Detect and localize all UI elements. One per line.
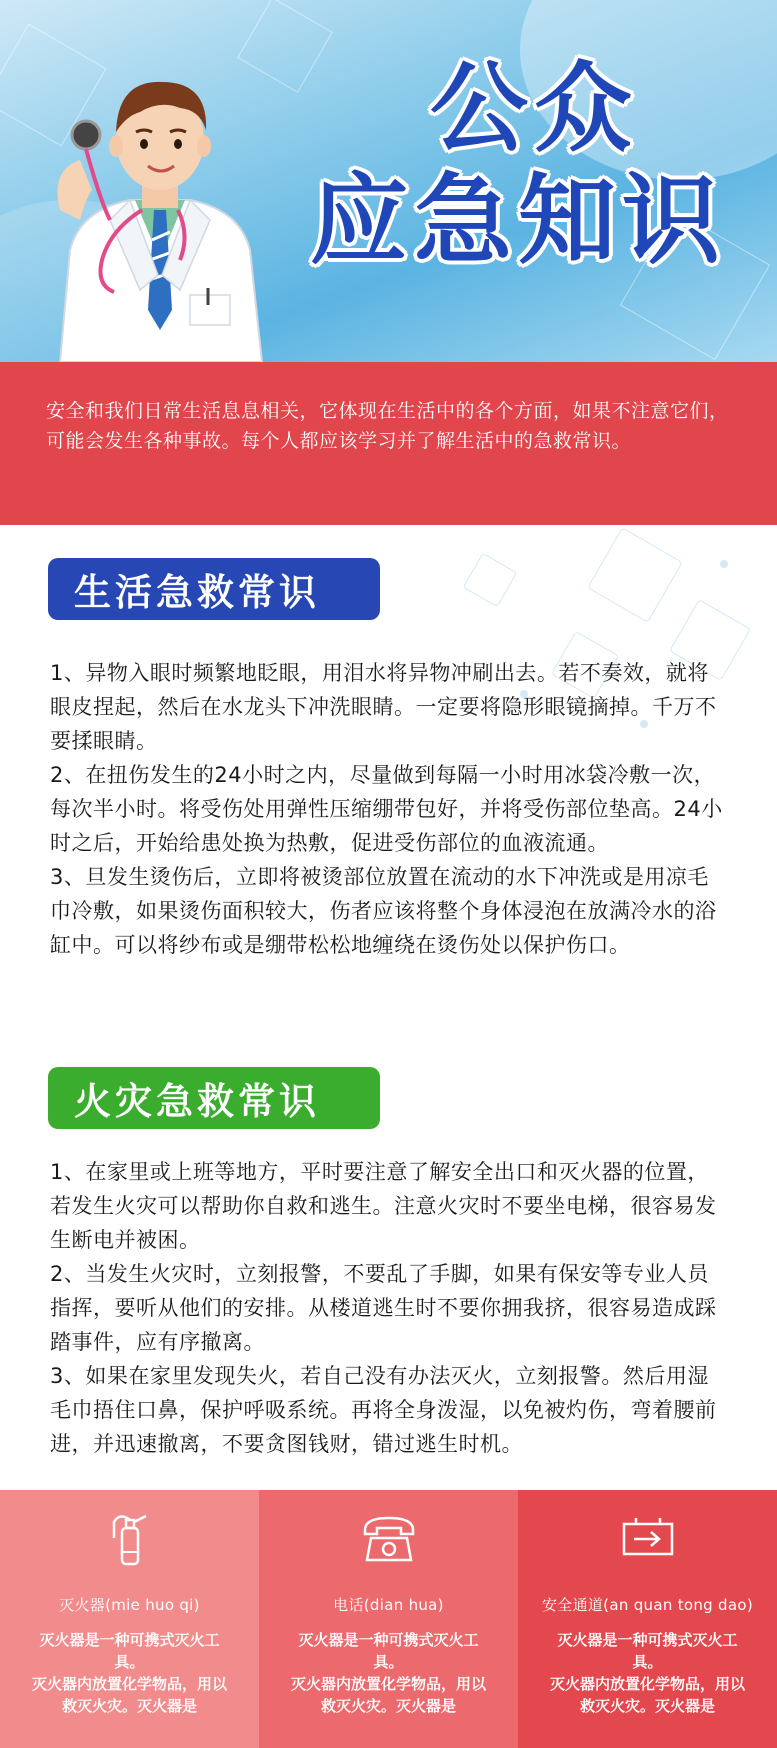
card-description-line: 灭火器内放置化学物品，用以救灭火灾。灭火器是 <box>31 1675 227 1715</box>
list-item: 1、在家里或上班等地方，平时要注意了解安全出口和灭火器的位置，若发生火灾可以帮助你自救和逃生。注意火灾时不要坐电梯，很容易发生断电并被困。 <box>50 1160 717 1252</box>
section-title-fire-aid: 火灾急救常识 <box>48 1067 380 1129</box>
fire-extinguisher-icon <box>100 1508 160 1568</box>
header-banner <box>0 0 777 362</box>
page-title <box>310 52 750 278</box>
list-item: 2、在扭伤发生的24小时之内，尽量做到每隔一小时用冰袋冷敷一次，每次半小时。将受伤处用弹性压缩绷带包好，并将受伤部位垫高。24小时之后，开始给患处换为热敷，促进受伤部位的血液流通。 <box>50 763 723 855</box>
page-title-line-1: 公众 <box>430 52 639 166</box>
card-telephone <box>259 1490 518 1748</box>
card-description-line: 灭火器是一种可携式灭火工具。 <box>39 1631 220 1671</box>
molecule-decoration <box>463 553 518 608</box>
intro-text: 安全和我们日常生活息息相关，它体现在生活中的各个方面，如果不注意它们，可能会发生各种事故。每个人都应该学习并了解生活中的急救常识。 <box>46 400 729 452</box>
card-fire-extinguisher <box>0 1490 259 1748</box>
list-item: 1、异物入眼时频繁地眨眼，用泪水将异物冲刷出去。若不奏效，就将眼皮捏起，然后在水龙头下冲洗眼睛。一定要将隐形眼镜摘掉。千万不要揉眼睛。 <box>50 661 717 753</box>
list-item: 2、当发生火灾时，立刻报警，不要乱了手脚，如果有保安等专业人员指挥，要听从他们的安排。从楼道逃生时不要你拥我挤，很容易造成踩踏事件，应有序撤离。 <box>50 1262 717 1354</box>
fire-aid-list <box>50 1155 730 1461</box>
list-item: 3、旦发生烫伤后，立即将被烫部位放置在流动的水下冲洗或是用凉毛巾冷敷，如果烫伤面积较大，伤者应该将整个身体浸泡在放满冷水的浴缸中。可以将纱布或是绷带松松地缠绕在烫伤处以保护伤口。 <box>50 865 717 957</box>
telephone-icon <box>359 1508 419 1568</box>
section-title-first-aid: 生活急救常识 <box>48 558 380 620</box>
card-description-line: 灭火器内放置化学物品，用以救灭火灾。灭火器是 <box>290 1675 486 1715</box>
card-safety-exit <box>518 1490 777 1748</box>
card-description-line: 灭火器是一种可携式灭火工具。 <box>557 1631 738 1671</box>
card-description-line: 灭火器内放置化学物品，用以救灭火灾。灭火器是 <box>549 1675 745 1715</box>
card-description <box>548 1629 748 1717</box>
intro-band <box>0 362 777 525</box>
page-title-line-2: 应急知识 <box>310 164 727 278</box>
exit-sign-icon <box>618 1508 678 1568</box>
info-cards <box>0 1490 777 1748</box>
card-description <box>289 1629 489 1717</box>
molecule-dot <box>720 560 728 568</box>
card-description <box>30 1629 230 1717</box>
card-description-line: 灭火器是一种可携式灭火工具。 <box>298 1631 479 1671</box>
first-aid-list <box>50 656 730 962</box>
doctor-illustration <box>40 60 280 362</box>
card-title: 灭火器(mie huo qi) <box>59 1596 200 1614</box>
molecule-decoration <box>587 527 683 623</box>
list-item: 3、如果在家里发现失火，若自己没有办法灭火，立刻报警。然后用湿毛巾捂住口鼻，保护呼吸系统。再将全身泼湿，以免被灼伤，弯着腰前进，并迅速撤离，不要贪图钱财，错过逃生时机。 <box>50 1364 717 1456</box>
card-title: 电话(dian hua) <box>333 1596 444 1614</box>
card-title: 安全通道(an quan tong dao) <box>541 1596 753 1614</box>
